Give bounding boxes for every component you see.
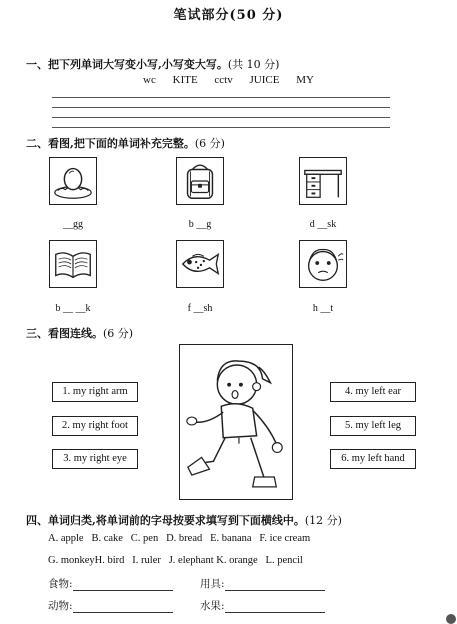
page-corner-dot	[446, 614, 456, 624]
section-2-heading: 二、看图,把下面的单词补充完整。(6 分)	[26, 137, 225, 150]
answer-line[interactable]	[73, 579, 173, 591]
writing-line[interactable]	[52, 107, 390, 108]
match-item-right-3[interactable]: 6. my left hand	[330, 449, 416, 469]
writing-line[interactable]	[52, 97, 390, 98]
match-item-left-1[interactable]: 1. my right arm	[52, 382, 138, 402]
blank-word-5[interactable]: f __sh	[187, 303, 213, 314]
category-food: 食物:	[48, 576, 173, 591]
word-1: wc	[143, 74, 156, 86]
match-item-left-2[interactable]: 2. my right foot	[52, 416, 138, 436]
answer-line[interactable]	[225, 601, 325, 613]
word-options-line-1: A. apple B. cake C. pen D. bread E. banana F. ice cream	[48, 533, 311, 544]
writing-line[interactable]	[52, 117, 390, 118]
category-fruits: 水果:	[200, 598, 325, 613]
blank-word-6[interactable]: h __t	[312, 303, 334, 314]
page-title: 笔试部分(50 分)	[173, 8, 284, 23]
word-5: MY	[296, 74, 314, 86]
blank-word-1[interactable]: __gg	[63, 219, 83, 230]
word-4: JUICE	[249, 74, 280, 86]
section-3-heading: 三、看图连线。(6 分)	[26, 327, 134, 340]
book-icon	[49, 240, 97, 288]
category-animals: 动物:	[48, 598, 173, 613]
answer-line[interactable]	[225, 579, 325, 591]
word-options-line-2: G. monkeyH. bird I. ruler J. elephant K. orange L. pencil	[48, 555, 303, 566]
desk-icon	[299, 157, 347, 205]
word-3: cctv	[214, 74, 233, 86]
word-2: KITE	[172, 74, 198, 86]
category-tools: 用具:	[200, 576, 325, 591]
section-1-words	[0, 74, 457, 86]
fish-icon	[176, 240, 224, 288]
section-4-heading: 四、单词归类,将单词前的字母按要求填写到下面横线中。(12 分)	[26, 514, 342, 527]
blank-word-2[interactable]: b __g	[188, 219, 212, 230]
hat-icon	[299, 240, 347, 288]
match-item-right-2[interactable]: 5. my left leg	[330, 416, 416, 436]
blank-word-4[interactable]: b __ __k	[55, 303, 91, 314]
answer-line[interactable]	[73, 601, 173, 613]
blank-word-3[interactable]: d __sk	[309, 219, 337, 230]
match-item-left-3[interactable]: 3. my right eye	[52, 449, 138, 469]
writing-line[interactable]	[52, 127, 390, 128]
boy-illustration	[179, 344, 293, 500]
bag-icon	[176, 157, 224, 205]
egg-icon	[49, 157, 97, 205]
match-item-right-1[interactable]: 4. my left ear	[330, 382, 416, 402]
section-1-heading: 一、把下列单词大写变小写,小写变大写。(共 10 分)	[26, 58, 280, 71]
